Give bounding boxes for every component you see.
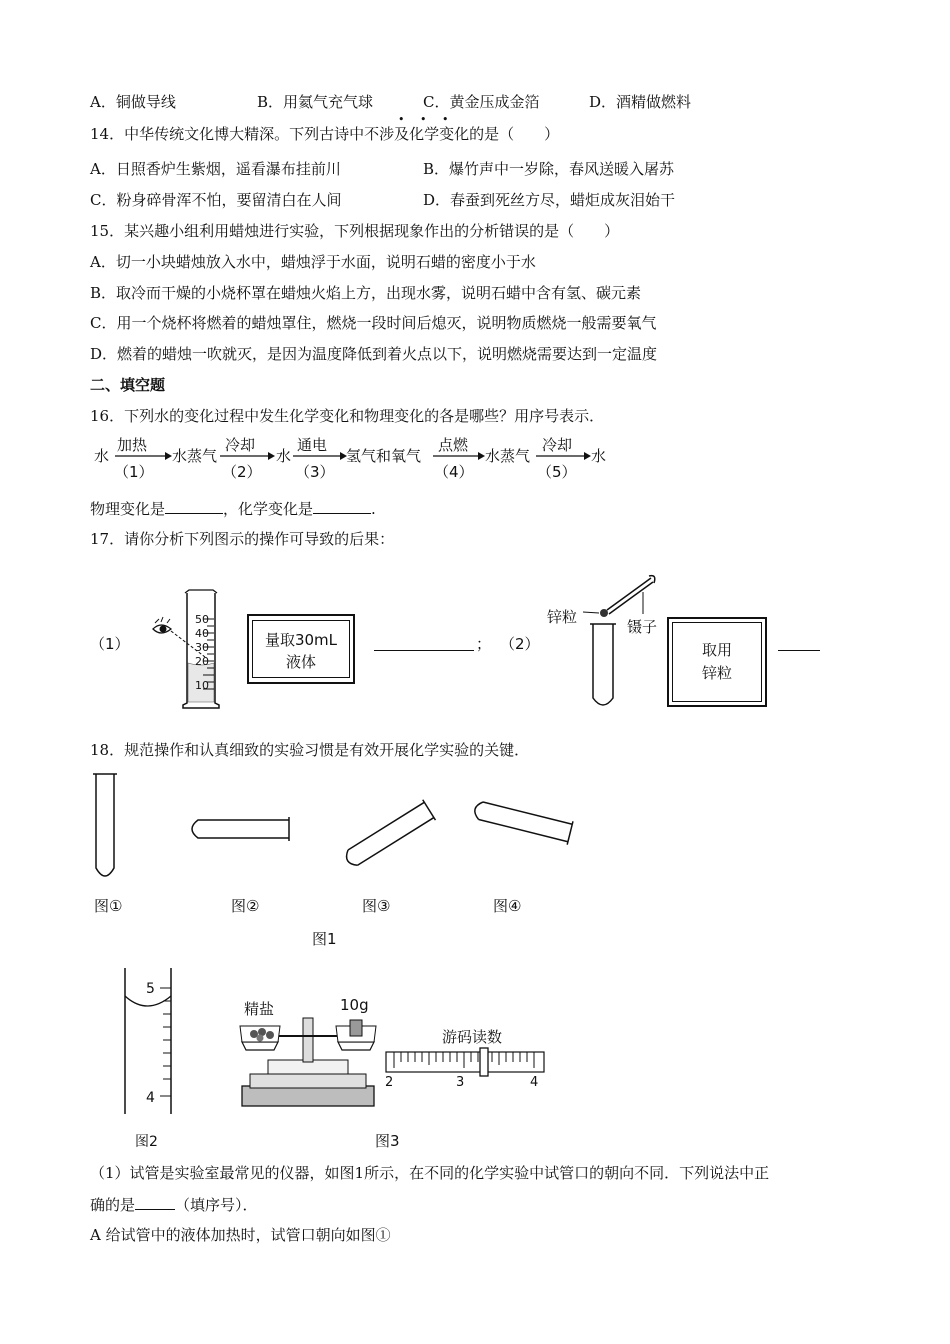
- zinc-label: 锌粒: [547, 608, 578, 626]
- cyl-tick-30: 30: [195, 641, 209, 654]
- water-change-chain: [90, 432, 650, 484]
- q18-sub1-line2: [90, 1193, 258, 1216]
- q16-stem: 16．下列水的变化过程中发生化学变化和物理变化的各是哪些？用序号表示．: [90, 407, 605, 425]
- step1-product: 水蒸气: [172, 447, 218, 465]
- step5-below: （5）: [537, 463, 577, 481]
- tweezers-label: 镊子: [627, 618, 658, 636]
- weight-label: 10g: [340, 996, 369, 1014]
- q17-label-1: （1）: [90, 635, 130, 653]
- sub1-prefix: 确的是: [90, 1196, 136, 1214]
- fig1-label-4: 图④: [493, 897, 522, 915]
- step1-above: 加热: [117, 436, 148, 454]
- fig1-caption: 图1: [312, 930, 337, 948]
- q17-blank-2[interactable]: [778, 650, 820, 651]
- step3-above: 通电: [297, 436, 328, 454]
- step3-below: （3）: [295, 463, 335, 481]
- figure3-balance: [230, 990, 550, 1156]
- rider-label: 游码读数: [442, 1028, 503, 1046]
- q14-options-row2: [90, 189, 675, 211]
- fig1-label-1: 图①: [94, 897, 123, 915]
- fig2-caption: 图2: [135, 1134, 158, 1150]
- chemical-blank[interactable]: [313, 497, 371, 514]
- q18-stem: 18．规范操作和认真细致的实验习惯是有效开展化学实验的关键．: [90, 741, 530, 759]
- fig2-tick-4: 4: [146, 1090, 155, 1106]
- step1-below: （1）: [114, 463, 154, 481]
- emphasis-dots: • • •: [398, 113, 455, 126]
- physical-blank[interactable]: [165, 497, 223, 514]
- step2-above: 冷却: [225, 436, 256, 454]
- q15-option-d: D．燃着的蜡烛一吹就灭，是因为温度降低到着火点以下，说明燃烧需要达到一定温度: [90, 345, 658, 363]
- q16-answer-line: [90, 497, 376, 520]
- q17-stem: 17．请你分析下列图示的操作可导致的后果：: [90, 530, 395, 548]
- step3-product: 氢气和氧气: [346, 447, 422, 465]
- cyl-tick-20: 20: [195, 655, 209, 668]
- ruler-tick-2: 2: [385, 1075, 394, 1090]
- fig1-label-3: 图③: [362, 897, 391, 915]
- q13-option-c: C．黄金压成金箔: [423, 93, 540, 111]
- fig2-tick-5: 5: [146, 981, 155, 997]
- q15-stem: 15．某兴趣小组利用蜡烛进行实验，下列根据现象作出的分析错误的是（ ）: [90, 222, 620, 240]
- sub1-suffix: （填序号）．: [175, 1196, 258, 1214]
- graduated-cylinder-figure: [145, 585, 235, 713]
- q18-sub1-line1: （1）试管是实验室最常见的仪器，如图1所示，在不同的化学实验中试管口的朝向不同．下列说法中正: [90, 1164, 770, 1182]
- q13-options: [90, 91, 691, 113]
- chain-start: 水: [94, 447, 110, 465]
- q13-option-d: D．酒精做燃料: [589, 93, 692, 111]
- q14-option-a: A．日照香炉生紫烟，遥看瀑布挂前川: [90, 160, 341, 178]
- q14-stem: 14．中华传统文化博大精深。下列古诗中不涉及化学变化的是（ ）: [90, 125, 560, 143]
- q14-options-row1: [90, 158, 674, 180]
- fig3-caption: 图3: [375, 1132, 400, 1150]
- box2-line2: 锌粒: [701, 664, 732, 682]
- cyl-tick-50: 50: [195, 613, 209, 626]
- step4-above: 点燃: [438, 436, 469, 454]
- eye-icon: [153, 617, 171, 633]
- fig1-label-2: 图②: [231, 897, 260, 915]
- salt-label: 精盐: [244, 1000, 275, 1018]
- tweezers-test-tube-figure: [545, 572, 665, 712]
- chemical-label: ，化学变化是: [223, 500, 314, 518]
- ruler-tick-4: 4: [530, 1075, 539, 1090]
- semicolon: ；: [476, 635, 492, 653]
- q15-option-a: A．切一小块蜡烛放入水中，蜡烛浮于水面，说明石蜡的密度小于水: [90, 253, 536, 271]
- sub1-blank[interactable]: [135, 1193, 175, 1210]
- section-title: 二、填空题: [90, 376, 166, 394]
- step4-below: （4）: [434, 463, 474, 481]
- q15-option-b: B．取冷而干燥的小烧杯罩在蜡烛火焰上方，出现水雾，说明石蜡中含有氢、碳元素: [90, 284, 642, 302]
- q17-blank-1[interactable]: [374, 650, 474, 651]
- step5-product: 水: [591, 447, 607, 465]
- period: .: [371, 500, 376, 518]
- box-take-zinc: [667, 617, 767, 707]
- box2-line1: 取用: [701, 641, 732, 659]
- step4-product: 水蒸气: [485, 447, 531, 465]
- figure2-cylinder-reading: [115, 966, 185, 1156]
- physical-label: 物理变化是: [90, 500, 166, 518]
- figure1-test-tubes: [90, 768, 590, 948]
- box1-line1: 量取30mL: [264, 631, 338, 649]
- ruler-tick-3: 3: [456, 1075, 465, 1090]
- step5-above: 冷却: [542, 436, 573, 454]
- step2-product: 水: [276, 447, 292, 465]
- q14-option-c: C．粉身碎骨浑不怕，要留清白在人间: [90, 191, 342, 209]
- q13-option-a: A．铜做导线: [90, 93, 176, 111]
- q17-label-2: （2）: [500, 635, 540, 653]
- q18-option-a: A 给试管中的液体加热时，试管口朝向如图①: [90, 1226, 391, 1244]
- q14-option-b: B．爆竹声中一岁除，春风送暖入屠苏: [423, 160, 675, 178]
- cyl-tick-10: 10: [195, 679, 209, 692]
- q14-option-d: D．春蚕到死丝方尽，蜡炬成灰泪始干: [423, 191, 676, 209]
- q13-option-b: B．用氦气充气球: [257, 93, 374, 111]
- q15-option-c: C．用一个烧杯将燃着的蜡烛罩住，燃烧一段时间后熄灭，说明物质燃烧一般需要氧气: [90, 314, 657, 332]
- box-measure-30ml: [247, 614, 355, 684]
- box1-line2: 液体: [285, 653, 316, 671]
- step2-below: （2）: [222, 463, 262, 481]
- cyl-tick-40: 40: [195, 627, 209, 640]
